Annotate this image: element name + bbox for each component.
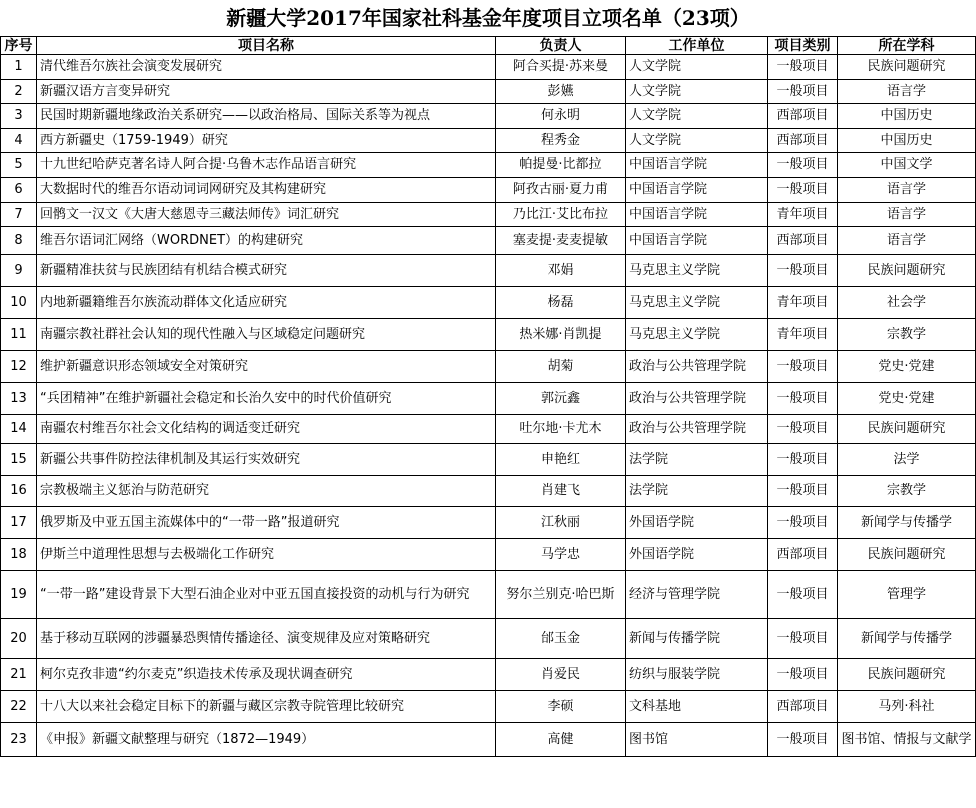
- cell-discipline: 党史·党建: [838, 351, 976, 383]
- cell-name: 新疆精准扶贫与民族团结有机结合模式研究: [37, 255, 496, 287]
- table-row: [1, 383, 976, 415]
- cell-category: 西部项目: [768, 129, 838, 153]
- table-row: [1, 104, 976, 129]
- cell-category: 一般项目: [768, 659, 838, 691]
- cell-category: 青年项目: [768, 319, 838, 351]
- cell-seq: 8: [1, 227, 37, 255]
- cell-discipline: 民族问题研究: [838, 55, 976, 80]
- cell-discipline: 民族问题研究: [838, 415, 976, 444]
- cell-unit: 外国语学院: [626, 507, 768, 539]
- cell-leader: 热米娜·肖凯提: [496, 319, 626, 351]
- cell-discipline: 宗教学: [838, 476, 976, 507]
- table-row: [1, 507, 976, 539]
- table-row: [1, 444, 976, 476]
- cell-discipline: 民族问题研究: [838, 659, 976, 691]
- cell-unit: 外国语学院: [626, 539, 768, 571]
- cell-category: 青年项目: [768, 203, 838, 227]
- cell-discipline: 民族问题研究: [838, 255, 976, 287]
- cell-leader: 邰玉金: [496, 619, 626, 659]
- header-category: 项目类别: [768, 37, 838, 55]
- cell-unit: 政治与公共管理学院: [626, 351, 768, 383]
- table-row: [1, 203, 976, 227]
- cell-discipline: 图书馆、情报与文献学: [838, 723, 976, 757]
- table-row: [1, 476, 976, 507]
- cell-leader: 肖建飞: [496, 476, 626, 507]
- cell-leader: 乃比江·艾比布拉: [496, 203, 626, 227]
- cell-seq: 21: [1, 659, 37, 691]
- cell-category: 西部项目: [768, 691, 838, 723]
- cell-seq: 4: [1, 129, 37, 153]
- cell-name: 新疆汉语方言变异研究: [37, 80, 496, 104]
- table-row: [1, 80, 976, 104]
- cell-name: 西方新疆史（1759-1949）研究: [37, 129, 496, 153]
- cell-unit: 人文学院: [626, 104, 768, 129]
- cell-seq: 5: [1, 153, 37, 178]
- cell-name: 清代维吾尔族社会演变发展研究: [37, 55, 496, 80]
- table-row: [1, 659, 976, 691]
- cell-leader: 杨磊: [496, 287, 626, 319]
- table-row: [1, 723, 976, 757]
- cell-name: 基于移动互联网的涉疆暴恐舆情传播途径、演变规律及应对策略研究: [37, 619, 496, 659]
- cell-category: 一般项目: [768, 444, 838, 476]
- cell-unit: 图书馆: [626, 723, 768, 757]
- cell-discipline: 管理学: [838, 571, 976, 619]
- cell-seq: 10: [1, 287, 37, 319]
- cell-discipline: 语言学: [838, 80, 976, 104]
- table-row: [1, 287, 976, 319]
- cell-discipline: 中国历史: [838, 104, 976, 129]
- cell-leader: 郭沅鑫: [496, 383, 626, 415]
- header-discipline: 所在学科: [838, 37, 976, 55]
- cell-seq: 12: [1, 351, 37, 383]
- cell-name: 南疆农村维吾尔社会文化结构的调适变迁研究: [37, 415, 496, 444]
- cell-unit: 马克思主义学院: [626, 287, 768, 319]
- cell-seq: 16: [1, 476, 37, 507]
- cell-unit: 新闻与传播学院: [626, 619, 768, 659]
- cell-category: 西部项目: [768, 104, 838, 129]
- cell-discipline: 语言学: [838, 227, 976, 255]
- table-row: [1, 319, 976, 351]
- cell-category: 一般项目: [768, 571, 838, 619]
- page-title: 新疆大学2017年国家社科基金年度项目立项名单（23项）: [226, 6, 750, 30]
- cell-seq: 1: [1, 55, 37, 80]
- cell-name: “一带一路”建设背景下大型石油企业对中亚五国直接投资的动机与行为研究: [37, 571, 496, 619]
- cell-seq: 18: [1, 539, 37, 571]
- table-row: [1, 55, 976, 80]
- cell-leader: 何永明: [496, 104, 626, 129]
- cell-category: 西部项目: [768, 227, 838, 255]
- cell-seq: 15: [1, 444, 37, 476]
- cell-category: 一般项目: [768, 80, 838, 104]
- table-row: [1, 129, 976, 153]
- table-row: [1, 153, 976, 178]
- cell-discipline: 语言学: [838, 203, 976, 227]
- cell-name: 民国时期新疆地缘政治关系研究——以政治格局、国际关系等为视点: [37, 104, 496, 129]
- cell-unit: 中国语言学院: [626, 178, 768, 203]
- cell-category: 青年项目: [768, 287, 838, 319]
- cell-leader: 塞麦提·麦麦提敏: [496, 227, 626, 255]
- table-row: [1, 539, 976, 571]
- cell-discipline: 党史·党建: [838, 383, 976, 415]
- cell-category: 一般项目: [768, 619, 838, 659]
- cell-name: 新疆公共事件防控法律机制及其运行实效研究: [37, 444, 496, 476]
- cell-leader: 胡菊: [496, 351, 626, 383]
- header-leader: 负责人: [496, 37, 626, 55]
- cell-category: 一般项目: [768, 476, 838, 507]
- cell-discipline: 宗教学: [838, 319, 976, 351]
- table-row: [1, 351, 976, 383]
- cell-seq: 11: [1, 319, 37, 351]
- cell-category: 一般项目: [768, 255, 838, 287]
- table-row: [1, 255, 976, 287]
- cell-category: 一般项目: [768, 178, 838, 203]
- cell-discipline: 中国历史: [838, 129, 976, 153]
- cell-category: 一般项目: [768, 55, 838, 80]
- cell-seq: 23: [1, 723, 37, 757]
- cell-discipline: 中国文学: [838, 153, 976, 178]
- cell-leader: 阿孜古丽·夏力甫: [496, 178, 626, 203]
- cell-name: 俄罗斯及中亚五国主流媒体中的“一带一路”报道研究: [37, 507, 496, 539]
- cell-leader: 阿合买提·苏来曼: [496, 55, 626, 80]
- table-row: [1, 691, 976, 723]
- cell-unit: 经济与管理学院: [626, 571, 768, 619]
- cell-seq: 14: [1, 415, 37, 444]
- cell-discipline: 社会学: [838, 287, 976, 319]
- projects-table: [0, 36, 976, 757]
- cell-unit: 马克思主义学院: [626, 255, 768, 287]
- header-name: 项目名称: [37, 37, 496, 55]
- cell-leader: 邓娟: [496, 255, 626, 287]
- cell-unit: 中国语言学院: [626, 203, 768, 227]
- cell-leader: 帕提曼·比都拉: [496, 153, 626, 178]
- cell-leader: 高健: [496, 723, 626, 757]
- cell-unit: 文科基地: [626, 691, 768, 723]
- cell-unit: 政治与公共管理学院: [626, 415, 768, 444]
- cell-name: 十八大以来社会稳定目标下的新疆与藏区宗教寺院管理比较研究: [37, 691, 496, 723]
- cell-seq: 19: [1, 571, 37, 619]
- cell-unit: 法学院: [626, 476, 768, 507]
- cell-category: 一般项目: [768, 723, 838, 757]
- cell-unit: 法学院: [626, 444, 768, 476]
- cell-category: 一般项目: [768, 507, 838, 539]
- cell-category: 一般项目: [768, 415, 838, 444]
- cell-unit: 纺织与服装学院: [626, 659, 768, 691]
- cell-seq: 20: [1, 619, 37, 659]
- cell-category: 一般项目: [768, 351, 838, 383]
- cell-name: 回鹘文一汉文《大唐大慈恩寺三藏法师传》词汇研究: [37, 203, 496, 227]
- cell-leader: 程秀金: [496, 129, 626, 153]
- cell-discipline: 法学: [838, 444, 976, 476]
- cell-name: 柯尔克孜非遗“约尔麦克”织造技术传承及现状调查研究: [37, 659, 496, 691]
- cell-name: “兵团精神”在维护新疆社会稳定和长治久安中的时代价值研究: [37, 383, 496, 415]
- cell-leader: 申艳红: [496, 444, 626, 476]
- table-row: [1, 571, 976, 619]
- cell-name: 维护新疆意识形态领域安全对策研究: [37, 351, 496, 383]
- header-row: [1, 37, 976, 55]
- cell-discipline: 民族问题研究: [838, 539, 976, 571]
- cell-name: 伊斯兰中道理性思想与去极端化工作研究: [37, 539, 496, 571]
- cell-category: 一般项目: [768, 153, 838, 178]
- cell-seq: 2: [1, 80, 37, 104]
- cell-discipline: 马列·科社: [838, 691, 976, 723]
- cell-unit: 人文学院: [626, 55, 768, 80]
- header-seq: 序号: [1, 37, 37, 55]
- cell-category: 西部项目: [768, 539, 838, 571]
- cell-leader: 肖爱民: [496, 659, 626, 691]
- cell-leader: 吐尔地·卡尤木: [496, 415, 626, 444]
- cell-unit: 人文学院: [626, 129, 768, 153]
- cell-unit: 人文学院: [626, 80, 768, 104]
- cell-unit: 政治与公共管理学院: [626, 383, 768, 415]
- cell-name: 维吾尔语词汇网络（WORDNET）的构建研究: [37, 227, 496, 255]
- cell-seq: 6: [1, 178, 37, 203]
- cell-leader: 江秋丽: [496, 507, 626, 539]
- table-row: [1, 415, 976, 444]
- cell-seq: 13: [1, 383, 37, 415]
- table-row: [1, 178, 976, 203]
- cell-seq: 3: [1, 104, 37, 129]
- cell-name: 南疆宗教社群社会认知的现代性融入与区域稳定问题研究: [37, 319, 496, 351]
- cell-leader: 努尔兰别克·哈巴斯: [496, 571, 626, 619]
- cell-unit: 中国语言学院: [626, 227, 768, 255]
- cell-discipline: 新闻学与传播学: [838, 507, 976, 539]
- cell-unit: 马克思主义学院: [626, 319, 768, 351]
- cell-seq: 22: [1, 691, 37, 723]
- cell-name: 内地新疆籍维吾尔族流动群体文化适应研究: [37, 287, 496, 319]
- cell-leader: 马学忠: [496, 539, 626, 571]
- cell-seq: 9: [1, 255, 37, 287]
- cell-leader: 李硕: [496, 691, 626, 723]
- cell-leader: 彭嬿: [496, 80, 626, 104]
- cell-discipline: 语言学: [838, 178, 976, 203]
- cell-discipline: 新闻学与传播学: [838, 619, 976, 659]
- table-row: [1, 619, 976, 659]
- cell-seq: 7: [1, 203, 37, 227]
- header-unit: 工作单位: [626, 37, 768, 55]
- cell-name: 《申报》新疆文献整理与研究（1872—1949）: [37, 723, 496, 757]
- cell-name: 十九世纪哈萨克著名诗人阿合提·乌鲁木志作品语言研究: [37, 153, 496, 178]
- cell-unit: 中国语言学院: [626, 153, 768, 178]
- cell-category: 一般项目: [768, 383, 838, 415]
- cell-seq: 17: [1, 507, 37, 539]
- cell-name: 大数据时代的维吾尔语动词词网研究及其构建研究: [37, 178, 496, 203]
- table-row: [1, 227, 976, 255]
- cell-name: 宗教极端主义惩治与防范研究: [37, 476, 496, 507]
